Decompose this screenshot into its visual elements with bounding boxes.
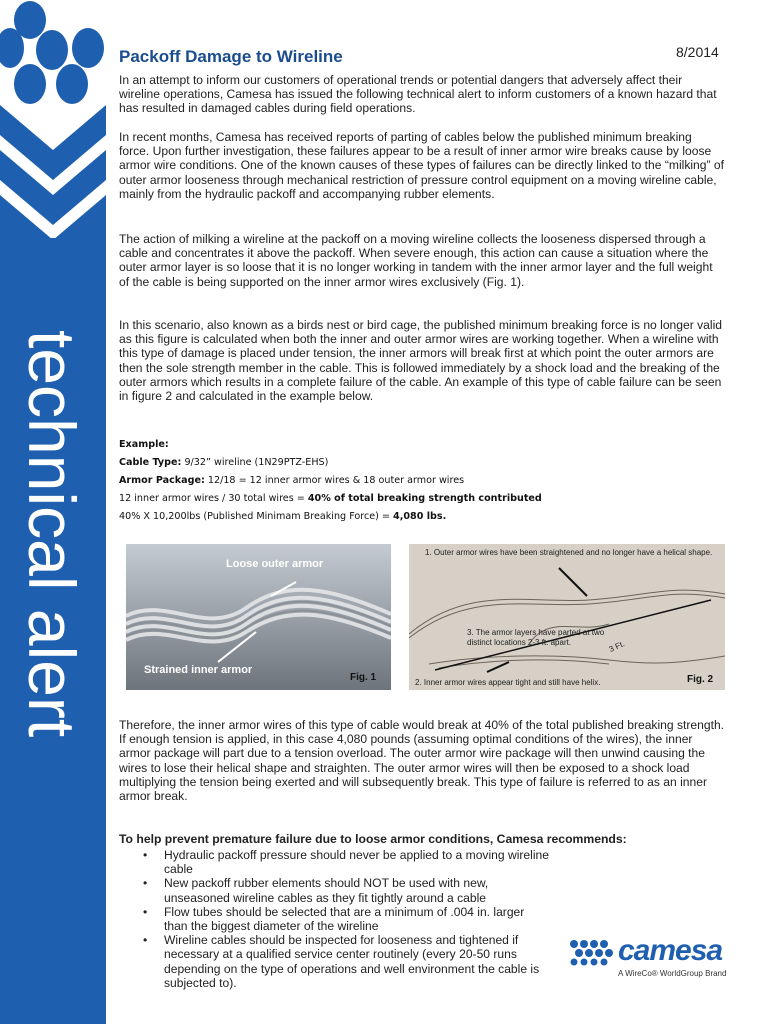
fig2-note-1: 1. Outer armor wires have been straightened and no longer have a helical shape. [425, 548, 713, 557]
example-ratio: 12 inner armor wires / 30 total wires = 40% of total breaking strength contributed [119, 493, 542, 504]
recommendations-title: To help prevent premature failure due to loose armor conditions, Camesa recommends: [119, 832, 627, 846]
paragraph-milking: The action of milking a wireline at the packoff on a moving wireline collects the looseness dispersed through a cable and concentrates it above the packoff. When severe enough, this action can cause a situation where the outer armor layer is so loose that it is no longer working in tandem with the inner armor layer and the full weight of the cable is being supported on the inner armor wires exclusively (Fig. 1). [119, 232, 713, 289]
example-armor-package: Armor Package: 12/18 = 12 inner armor wires & 18 outer armor wires [119, 475, 465, 486]
camesa-logo [568, 934, 748, 978]
parted-cable-illustration [409, 544, 725, 690]
fig2-label: Fig. 2 [687, 674, 714, 685]
example-cable-type: Cable Type: 9/32” wireline (1N29PTZ-EHS) [119, 457, 329, 468]
camesa-tagline: A WireCo® WorldGroup Brand [618, 969, 727, 978]
camesa-wordmark: camesa [618, 934, 723, 967]
paragraph-conclusion: Therefore, the inner armor wires of this type of cable would break at 40% of the total published breaking strength. If enough tension is applied, in this case 4,080 pounds (assuming optimal conditions of the wires), the inner armor package will part due to a tension overload. The outer armor wire package will then unwind causing the wires to lose their helical shape and straighten. The outer armor wires will then be exposed to a shock load multiplying the tension being exerted and will subsequently break. This type of failure is referred to as an inner armor break. [119, 718, 725, 804]
list-item: • Wireline cables should be inspected for looseness and tightened if necessary at a qualified service center routinely (every 20-50 runs depending on the type of operations and well environment the cable is subjected to). [119, 933, 549, 990]
figure-1 [126, 544, 391, 690]
paragraph-reports: In recent months, Camesa has received reports of parting of cables below the published minimum breaking force. Upon further investigation, these failures appear to be a result of inner armor wire breaks cause by loose armor wire conditions. One of the known causes of these types of failures can be directly linked to the “milking” of outer armor looseness through mechanical restriction of pressure control equipment on a moving wireline cable, mainly from the hydraulic packoff and accompanying rubber elements. [119, 130, 724, 201]
list-item: • Hydraulic packoff pressure should never be applied to a moving wireline cable [119, 848, 549, 876]
document-date: 8/2014 [676, 44, 719, 60]
list-item: • Flow tubes should be selected that are a minimum of .004 in. larger than the biggest diameter of the wireline [119, 905, 549, 933]
paragraph-scenario: In this scenario, also known as a birds nest or bird cage, the published minimum breaking force is no longer valid as this figure is calculated when both the inner and outer armor wires are working together. When a wireline with this type of damage is placed under tension, the inner armors will break first at which point the outer armors are then the sole strength member in the cable. This is followed immediately by a shock load and the breaking of the outer armors which results in a complete failure of the cable. An example of this type of cable failure can be seen in figure 2 and calculated in the example below. [119, 318, 722, 404]
page-title: Packoff Damage to Wireline [119, 47, 343, 66]
sidebar-label: technical alert [15, 330, 89, 738]
paragraph-intro: In an attempt to inform our customers of operational trends or potential dangers that adversely affect their wireline operations, Camesa has issued the following technical alert to inform customers of a known hazard that has resulted in damaged cables during field operations. [119, 73, 717, 116]
fig1-callout-outer: Loose outer armor [226, 558, 324, 570]
example-block [119, 436, 725, 526]
fig1-label: Fig. 1 [350, 672, 377, 683]
list-item: • New packoff rubber elements should NOT be used with new, unseasoned wireline cables as they fit tightly around a cable [119, 876, 549, 904]
fig1-callout-inner: Strained inner armor [144, 664, 253, 676]
fig2-measure: 3 Ft. [607, 639, 626, 654]
figure-2 [409, 544, 725, 690]
recommendations-list [119, 848, 549, 990]
example-result: 40% X 10,200lbs (Published Minimam Breaking Force) = 4,080 lbs. [119, 511, 447, 522]
example-heading: Example: [119, 439, 169, 450]
fig2-note-2: 2. Inner armor wires appear tight and still have helix. [415, 678, 601, 687]
sidebar [0, 0, 106, 1024]
camesa-dots-icon [568, 936, 616, 966]
fig2-note-3: 3. The armor layers have parted at two distinct locations 2-3 ft. apart. [467, 628, 605, 647]
